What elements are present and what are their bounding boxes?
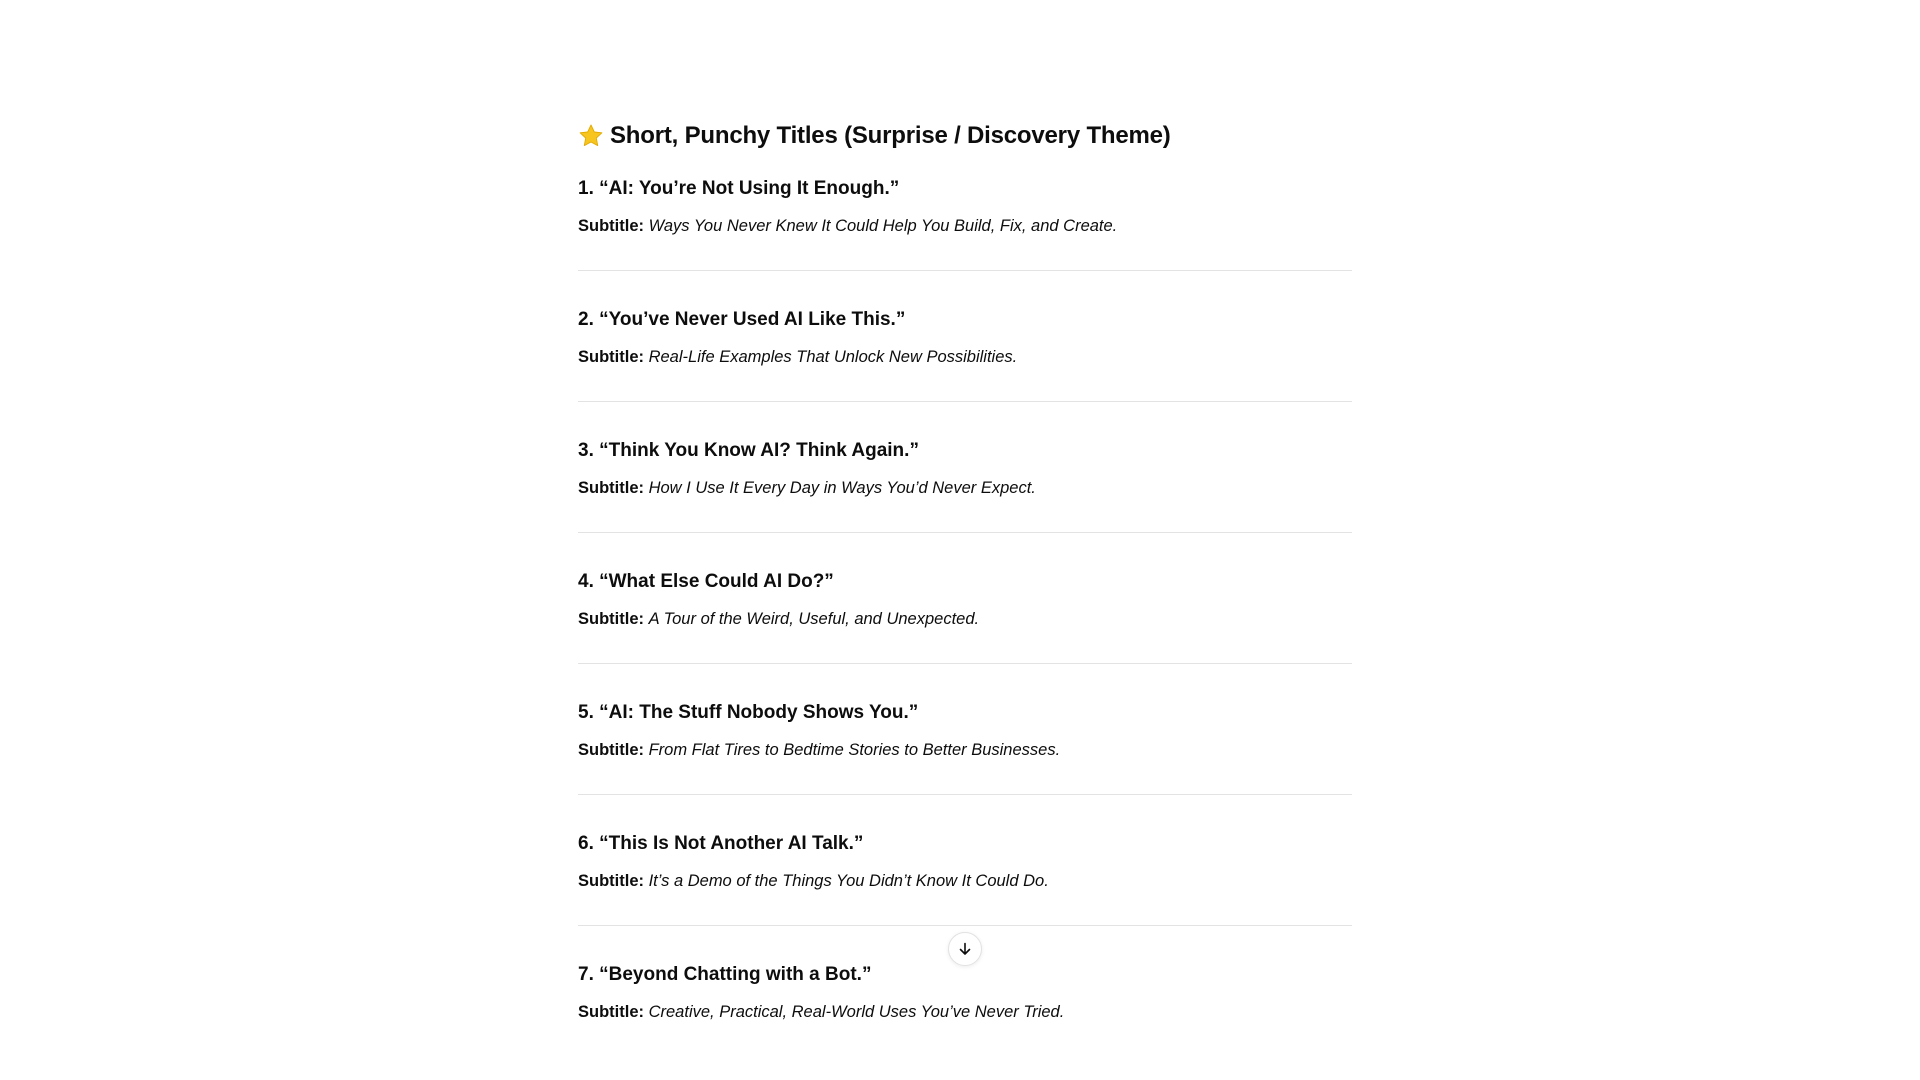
subtitle-label: Subtitle:	[578, 872, 644, 890]
divider	[578, 401, 1352, 402]
arrow-down-icon	[957, 941, 973, 957]
divider	[578, 532, 1352, 533]
subtitle-label: Subtitle:	[578, 479, 644, 497]
star-icon	[578, 123, 604, 149]
item-title: 2. “You’ve Never Used AI Like This.”	[578, 309, 906, 330]
divider	[578, 270, 1352, 271]
list-item	[578, 305, 1352, 371]
item-subtitle	[578, 474, 1352, 502]
item-subtitle	[578, 343, 1352, 371]
subtitle-label: Subtitle:	[578, 217, 644, 235]
subtitle-text: A Tour of the Weird, Useful, and Unexpected.	[648, 610, 980, 628]
subtitle-text: Ways You Never Knew It Could Help You Build, Fix, and Create.	[648, 217, 1118, 235]
subtitle-text: Real-Life Examples That Unlock New Possibilities.	[648, 348, 1018, 366]
item-subtitle	[578, 212, 1352, 240]
item-subtitle	[578, 867, 1352, 895]
subtitle-text: From Flat Tires to Bedtime Stories to Better Businesses.	[648, 741, 1061, 759]
list-item	[578, 174, 1352, 240]
item-title: 3. “Think You Know AI? Think Again.”	[578, 440, 919, 461]
subtitle-text: How I Use It Every Day in Ways You’d Never Expect.	[648, 479, 1036, 497]
subtitle-label: Subtitle:	[578, 348, 644, 366]
subtitle-text: Creative, Practical, Real-World Uses You’ve Never Tried.	[648, 1003, 1065, 1021]
divider	[578, 663, 1352, 664]
subtitle-label: Subtitle:	[578, 610, 644, 628]
list-item	[578, 960, 1352, 1026]
item-subtitle	[578, 605, 1352, 633]
item-title: 1. “AI: You’re Not Using It Enough.”	[578, 178, 900, 199]
list-item	[578, 829, 1352, 895]
divider	[578, 794, 1352, 795]
item-title: 4. “What Else Could AI Do?”	[578, 571, 834, 592]
subtitle-label: Subtitle:	[578, 1003, 644, 1021]
list-item	[578, 436, 1352, 502]
section-heading	[578, 116, 1352, 156]
scroll-to-bottom-button[interactable]	[948, 932, 982, 966]
item-title: 6. “This Is Not Another AI Talk.”	[578, 833, 864, 854]
divider	[578, 925, 1352, 926]
assistant-message	[578, 116, 1352, 1026]
section-heading-text: Short, Punchy Titles (Surprise / Discovery Theme)	[610, 122, 1171, 149]
list-item	[578, 698, 1352, 764]
subtitle-label: Subtitle:	[578, 741, 644, 759]
subtitle-text: It’s a Demo of the Things You Didn’t Know It Could Do.	[648, 872, 1049, 890]
item-subtitle	[578, 998, 1352, 1026]
item-subtitle	[578, 736, 1352, 764]
item-title: 5. “AI: The Stuff Nobody Shows You.”	[578, 702, 919, 723]
list-item	[578, 567, 1352, 633]
item-title: 7. “Beyond Chatting with a Bot.”	[578, 964, 872, 985]
